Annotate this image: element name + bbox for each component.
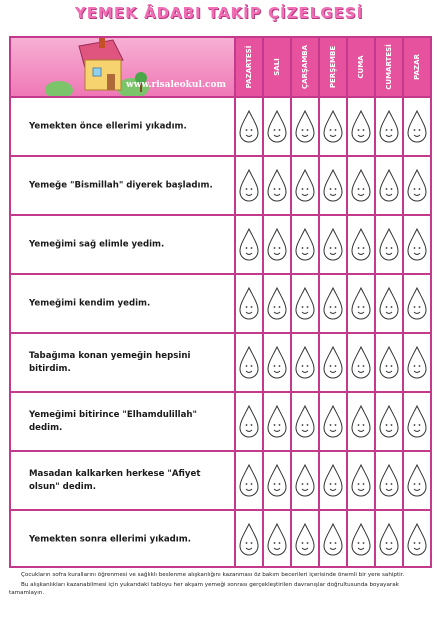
water-drop-smiley-icon[interactable] — [346, 511, 374, 568]
water-drop-smiley-icon[interactable] — [402, 275, 430, 332]
water-drop-smiley-icon[interactable] — [374, 511, 402, 568]
water-drop-smiley-icon[interactable] — [374, 452, 402, 509]
day-label: PERŞEMBE — [329, 45, 337, 89]
water-drop-smiley-icon[interactable] — [318, 334, 346, 391]
water-drop-smiley-icon[interactable] — [402, 334, 430, 391]
habit-row — [11, 391, 430, 450]
water-drop-smiley-icon[interactable] — [346, 452, 374, 509]
habit-row — [11, 214, 430, 273]
water-drop-smiley-icon[interactable] — [318, 452, 346, 509]
water-drop-smiley-icon[interactable] — [318, 393, 346, 450]
footer-paragraph-1: Çocukların sofra kurallarını öğrenmesi ve sağlıklı beslenme alışkanlığını kazanması öz bakım becerileri içerisinde önemli bir yere sahiptir. — [21, 572, 405, 578]
water-drop-smiley-icon[interactable] — [290, 98, 318, 155]
water-drop-smiley-icon[interactable] — [318, 511, 346, 568]
water-drop-smiley-icon[interactable] — [318, 98, 346, 155]
water-drop-smiley-icon[interactable] — [402, 452, 430, 509]
day-label: CUMA — [357, 55, 365, 79]
water-drop-smiley-icon[interactable] — [290, 216, 318, 273]
water-drop-smiley-icon[interactable] — [234, 157, 262, 214]
water-drop-smiley-icon[interactable] — [374, 216, 402, 273]
water-drop-smiley-icon[interactable] — [234, 275, 262, 332]
water-drop-smiley-icon[interactable] — [234, 393, 262, 450]
water-drop-smiley-icon[interactable] — [402, 393, 430, 450]
water-drop-smiley-icon[interactable] — [374, 334, 402, 391]
day-header — [374, 38, 402, 96]
water-drop-smiley-icon[interactable] — [234, 511, 262, 568]
water-drop-smiley-icon[interactable] — [346, 393, 374, 450]
day-label: ÇARŞAMBA — [301, 44, 309, 90]
water-drop-smiley-icon[interactable] — [346, 334, 374, 391]
water-drop-smiley-icon[interactable] — [262, 511, 290, 568]
water-drop-smiley-icon[interactable] — [262, 393, 290, 450]
habit-label: Masadan kalkarken herkese "Afiyet olsun" dedim. — [29, 468, 201, 492]
day-header — [402, 38, 430, 96]
water-drop-smiley-icon[interactable] — [290, 275, 318, 332]
habit-row — [11, 273, 430, 332]
water-drop-smiley-icon[interactable] — [290, 334, 318, 391]
habit-row — [11, 96, 430, 155]
chart-header — [11, 38, 430, 96]
day-label: SALI — [273, 58, 281, 76]
water-drop-smiley-icon[interactable] — [346, 157, 374, 214]
habit-row — [11, 450, 430, 509]
water-drop-smiley-icon[interactable] — [402, 511, 430, 568]
header-banner — [11, 38, 234, 96]
water-drop-smiley-icon[interactable] — [374, 157, 402, 214]
water-drop-smiley-icon[interactable] — [374, 393, 402, 450]
water-drop-smiley-icon[interactable] — [262, 157, 290, 214]
day-header — [346, 38, 374, 96]
habit-row — [11, 155, 430, 214]
water-drop-smiley-icon[interactable] — [318, 216, 346, 273]
tracking-chart — [9, 36, 432, 568]
habit-label: Yemeğimi bitirince "Elhamdulillah" dedim. — [29, 409, 198, 433]
water-drop-smiley-icon[interactable] — [402, 157, 430, 214]
day-header — [318, 38, 346, 96]
habit-row — [11, 509, 430, 568]
footer-paragraph-2: Bu alışkanlıkları kazanabilmesi için yukarıdaki tabloyu her akşam yemeği sonrası gerçekleştirilen davranışlar doğrultusunda boyayarak tamamlayın. — [9, 582, 399, 596]
water-drop-smiley-icon[interactable] — [290, 452, 318, 509]
habit-label: Tabağıma konan yemeğin hepsini bitirdim. — [29, 350, 191, 374]
day-header — [234, 38, 262, 96]
water-drop-smiley-icon[interactable] — [262, 275, 290, 332]
page-title: YEMEK ÂDABI TAKİP ÇİZELGESİ — [74, 4, 364, 22]
habit-label: Yemeğimi kendim yedim. — [29, 298, 151, 308]
water-drop-smiley-icon[interactable] — [346, 216, 374, 273]
footer-notes — [9, 571, 432, 599]
water-drop-smiley-icon[interactable] — [402, 98, 430, 155]
website-label: www.risaleokul.com — [125, 80, 226, 90]
water-drop-smiley-icon[interactable] — [290, 393, 318, 450]
day-label: PAZARTESİ — [245, 45, 253, 89]
day-header — [262, 38, 290, 96]
water-drop-smiley-icon[interactable] — [234, 452, 262, 509]
water-drop-smiley-icon[interactable] — [262, 452, 290, 509]
water-drop-smiley-icon[interactable] — [318, 275, 346, 332]
habit-label: Yemekten sonra ellerimi yıkadım. — [29, 534, 191, 544]
habit-label: Yemeğimi sağ elimle yedim. — [29, 239, 165, 249]
habit-label: Yemekten önce ellerimi yıkadım. — [29, 121, 187, 131]
water-drop-smiley-icon[interactable] — [234, 98, 262, 155]
water-drop-smiley-icon[interactable] — [290, 157, 318, 214]
water-drop-smiley-icon[interactable] — [374, 275, 402, 332]
water-drop-smiley-icon[interactable] — [402, 216, 430, 273]
water-drop-smiley-icon[interactable] — [318, 157, 346, 214]
water-drop-smiley-icon[interactable] — [234, 334, 262, 391]
water-drop-smiley-icon[interactable] — [374, 98, 402, 155]
day-label: PAZAR — [413, 54, 421, 80]
day-label: CUMARTESİ — [385, 44, 393, 90]
water-drop-smiley-icon[interactable] — [346, 275, 374, 332]
water-drop-smiley-icon[interactable] — [346, 98, 374, 155]
day-header — [290, 38, 318, 96]
habit-row — [11, 332, 430, 391]
water-drop-smiley-icon[interactable] — [290, 511, 318, 568]
water-drop-smiley-icon[interactable] — [234, 216, 262, 273]
water-drop-smiley-icon[interactable] — [262, 334, 290, 391]
water-drop-smiley-icon[interactable] — [262, 98, 290, 155]
water-drop-smiley-icon[interactable] — [262, 216, 290, 273]
habit-label: Yemeğe "Bismillah" diyerek başladım. — [29, 180, 213, 190]
